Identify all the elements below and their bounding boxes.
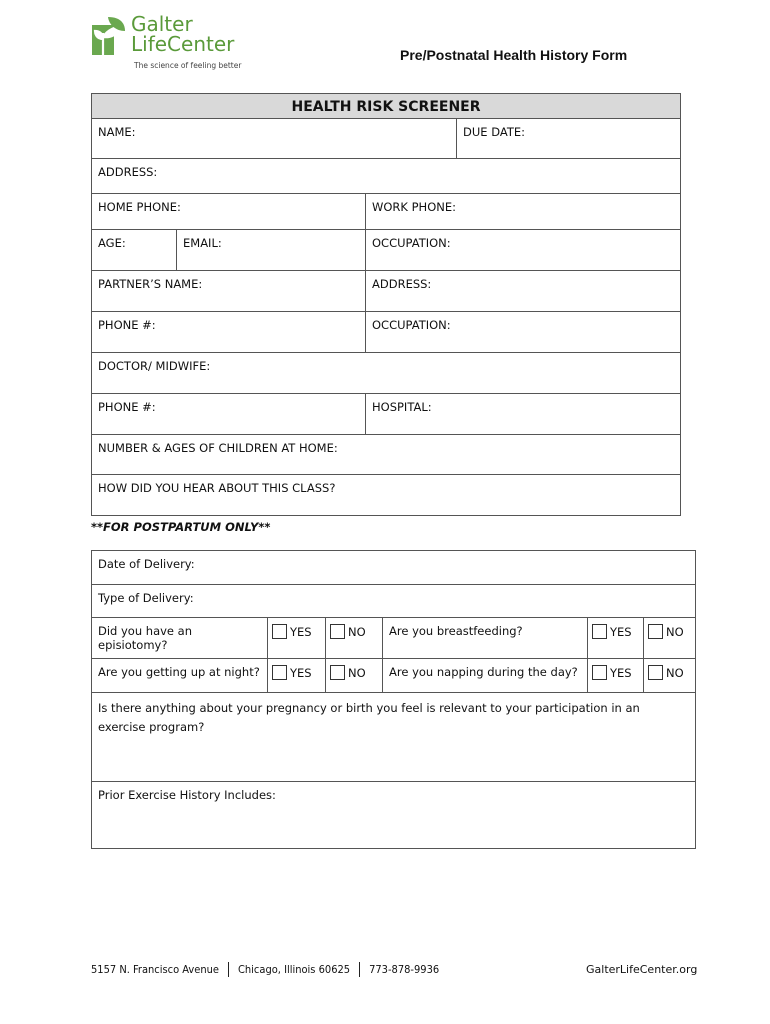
no-label: NO	[348, 666, 366, 680]
work-phone-field[interactable]	[366, 194, 681, 230]
episiotomy-yes-option[interactable]	[268, 618, 326, 659]
home-phone-field[interactable]	[92, 194, 366, 230]
hear-about-field[interactable]	[92, 475, 681, 516]
napping-yes-option[interactable]	[588, 659, 644, 693]
hospital-label: HOSPITAL:	[372, 400, 432, 414]
checkbox-icon[interactable]	[330, 624, 345, 639]
logo-wordmark	[131, 14, 234, 54]
checkbox-icon[interactable]	[648, 665, 663, 680]
screener-title: HEALTH RISK SCREENER	[92, 94, 681, 119]
checkbox-icon[interactable]	[592, 624, 607, 639]
partner-address-field[interactable]	[366, 271, 681, 312]
checkbox-icon[interactable]	[330, 665, 345, 680]
date-of-delivery-field[interactable]	[92, 551, 696, 585]
night-no-option[interactable]	[326, 659, 383, 693]
address-field[interactable]	[92, 159, 681, 194]
yes-label: YES	[290, 666, 312, 680]
footer-divider	[359, 962, 360, 977]
checkbox-icon[interactable]	[592, 665, 607, 680]
footer-contact	[91, 962, 439, 977]
breastfeeding-question: Are you breastfeeding?	[383, 618, 588, 659]
email-field[interactable]	[177, 230, 366, 271]
episiotomy-no-option[interactable]	[326, 618, 383, 659]
partner-address-label: ADDRESS:	[372, 277, 432, 291]
footer-address: 5157 N. Francisco Avenue	[91, 963, 219, 976]
occupation-label: OCCUPATION:	[372, 236, 451, 250]
yes-label: YES	[610, 666, 632, 680]
logo-icon	[92, 17, 126, 57]
doctor-phone-field[interactable]	[92, 394, 366, 435]
yes-label: YES	[610, 625, 632, 639]
name-label: NAME:	[98, 125, 136, 139]
napping-no-option[interactable]	[644, 659, 696, 693]
doctor-midwife-field[interactable]	[92, 353, 681, 394]
night-question: Are you getting up at night?	[92, 659, 268, 693]
logo-line1: Galter	[131, 12, 193, 36]
doctor-phone-label: PHONE #:	[98, 400, 156, 414]
relevant-info-label: Is there anything about your pregnancy or birth you feel is relevant to your participation in an exercise program?	[98, 701, 640, 734]
relevant-info-field[interactable]	[92, 693, 696, 782]
checkbox-icon[interactable]	[648, 624, 663, 639]
partner-phone-field[interactable]	[92, 312, 366, 353]
postpartum-table	[91, 550, 696, 849]
night-yes-option[interactable]	[268, 659, 326, 693]
home-phone-label: HOME PHONE:	[98, 200, 181, 214]
partners-name-field[interactable]	[92, 271, 366, 312]
yes-label: YES	[290, 625, 312, 639]
address-label: ADDRESS:	[98, 165, 158, 179]
work-phone-label: WORK PHONE:	[372, 200, 456, 214]
prior-exercise-label: Prior Exercise History Includes:	[98, 788, 276, 802]
partner-occupation-field[interactable]	[366, 312, 681, 353]
children-label: NUMBER & AGES OF CHILDREN AT HOME:	[98, 441, 338, 455]
hospital-field[interactable]	[366, 394, 681, 435]
occupation-field[interactable]	[366, 230, 681, 271]
napping-question: Are you napping during the day?	[383, 659, 588, 693]
doctor-midwife-label: DOCTOR/ MIDWIFE:	[98, 359, 211, 373]
age-field[interactable]	[92, 230, 177, 271]
no-label: NO	[666, 625, 684, 639]
footer-city: Chicago, Illinois 60625	[238, 963, 351, 976]
form-title: Pre/Postnatal Health History Form	[400, 47, 628, 63]
date-of-delivery-label: Date of Delivery:	[98, 557, 195, 571]
footer-phone: 773-878-9936	[369, 963, 440, 976]
breastfeeding-yes-option[interactable]	[588, 618, 644, 659]
partner-occupation-label: OCCUPATION:	[372, 318, 451, 332]
logo-line2: LifeCenter	[131, 32, 235, 56]
breastfeeding-no-option[interactable]	[644, 618, 696, 659]
footer-website-link[interactable]: GalterLifeCenter.org	[586, 963, 698, 976]
postpartum-heading: **FOR POSTPARTUM ONLY**	[91, 520, 271, 534]
health-risk-screener-table	[91, 93, 681, 516]
due-date-field[interactable]	[457, 119, 681, 159]
checkbox-icon[interactable]	[272, 624, 287, 639]
hear-about-label: HOW DID YOU HEAR ABOUT THIS CLASS?	[98, 481, 336, 495]
partner-phone-label: PHONE #:	[98, 318, 156, 332]
no-label: NO	[348, 625, 366, 639]
name-field[interactable]	[92, 119, 457, 159]
email-label: EMAIL:	[183, 236, 222, 250]
logo-tagline: The science of feeling better	[134, 61, 242, 70]
checkbox-icon[interactable]	[272, 665, 287, 680]
children-field[interactable]	[92, 435, 681, 475]
type-of-delivery-field[interactable]	[92, 585, 696, 618]
prior-exercise-field[interactable]	[92, 782, 696, 849]
type-of-delivery-label: Type of Delivery:	[98, 591, 194, 605]
no-label: NO	[666, 666, 684, 680]
footer-divider	[228, 962, 229, 977]
age-label: AGE:	[98, 236, 126, 250]
due-date-label: DUE DATE:	[463, 125, 525, 139]
episiotomy-question: Did you have an episiotomy?	[92, 618, 268, 659]
partners-name-label: PARTNER’S NAME:	[98, 277, 203, 291]
